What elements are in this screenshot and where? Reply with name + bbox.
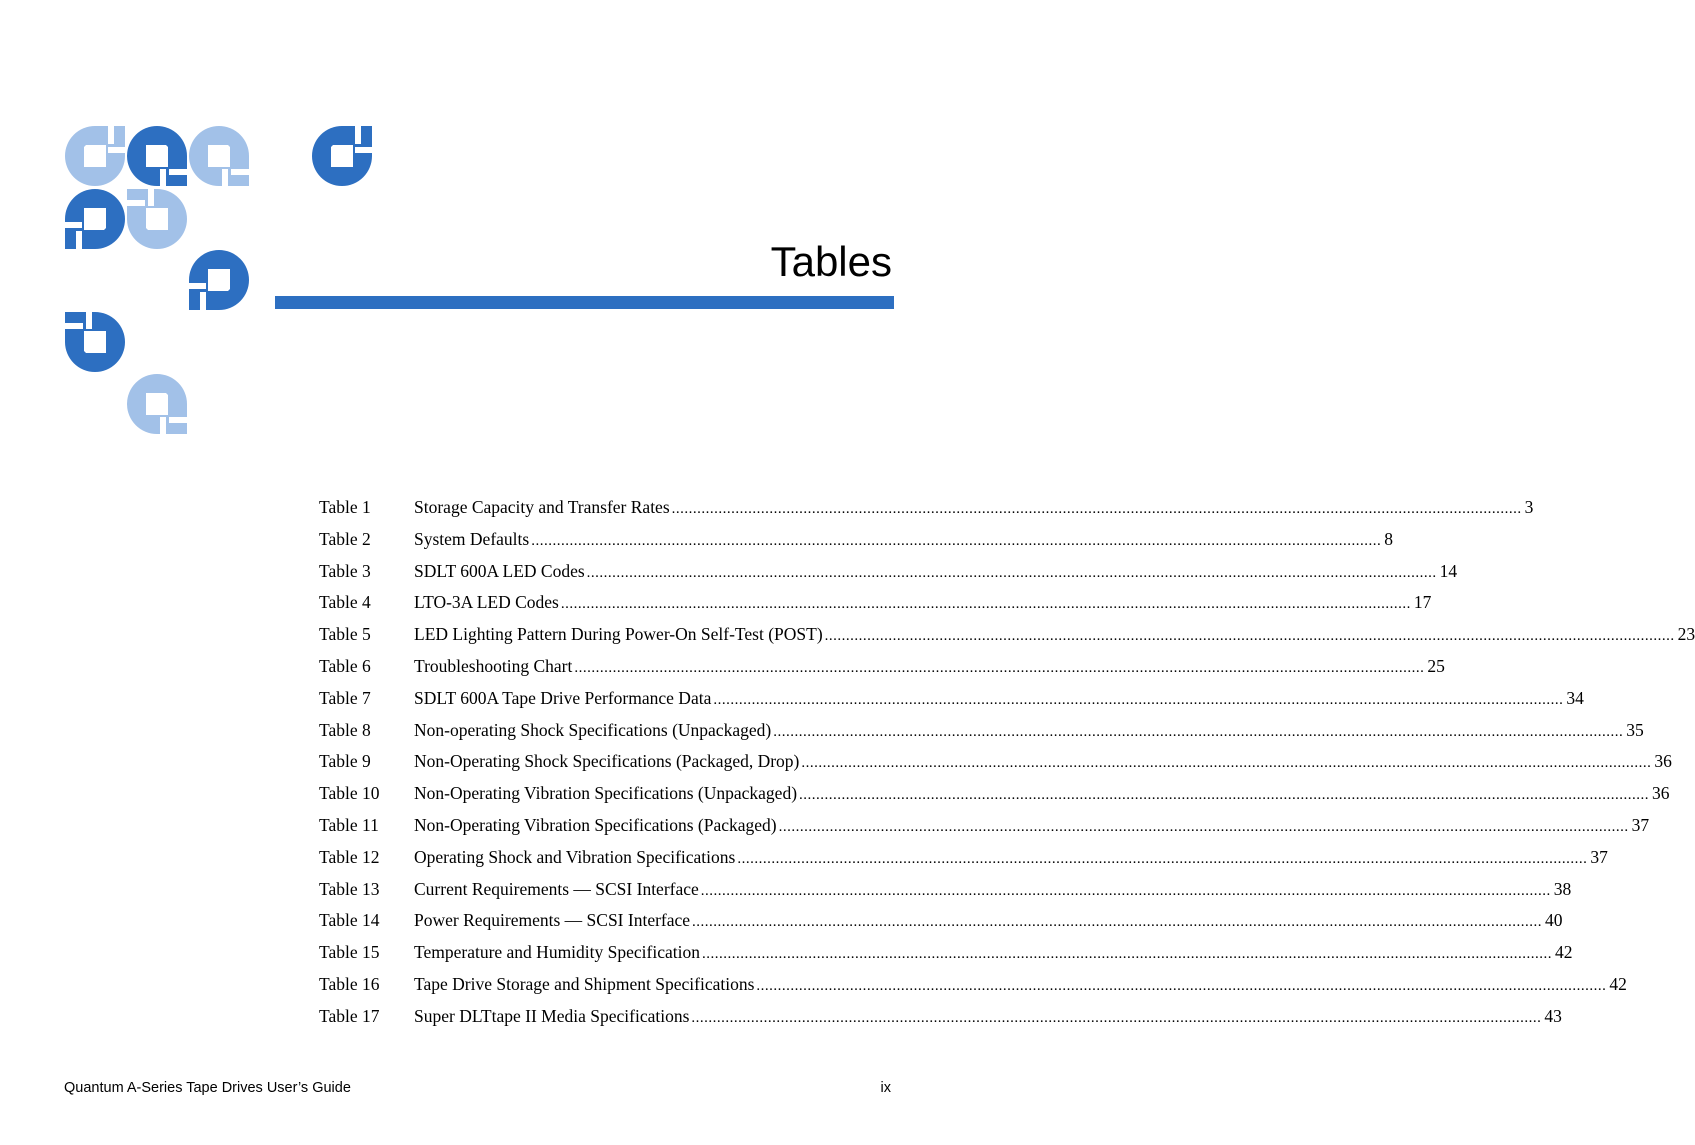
toc-entry[interactable] — [319, 528, 1393, 561]
toc-entry-page: 35 — [1626, 719, 1644, 740]
toc-entry-page: 37 — [1631, 814, 1650, 835]
toc-entry-label: Table 7 — [319, 687, 371, 708]
toc-entry-page: 36 — [1654, 751, 1672, 772]
toc-entry-label: Table 16 — [319, 973, 380, 994]
toc-dot-leader: ........................................................................................................................................................................................................ — [691, 1009, 1542, 1026]
quantum-logo-icon — [188, 125, 250, 187]
toc-entry-title: Non-Operating Shock Specifications (Packaged, Drop) — [414, 751, 800, 772]
toc-dot-leader: ........................................................................................................................................................................................................ — [586, 564, 1437, 581]
toc-entry-label: Table 3 — [319, 560, 371, 581]
toc-entry-title: Tape Drive Storage and Shipment Specifications — [414, 973, 755, 994]
toc-entry-page: 3 — [1524, 497, 1534, 517]
toc-entry[interactable] — [319, 1005, 1562, 1038]
toc-entry-label: Table 12 — [319, 846, 380, 867]
toc-entry[interactable] — [319, 624, 1695, 656]
toc-dot-leader: ........................................................................................................................................................................................................ — [773, 723, 1624, 740]
logo-mark-1-light — [64, 125, 126, 187]
toc-dot-leader: ........................................................................................................................................................................................................ — [713, 691, 1564, 708]
toc-entry-title: Troubleshooting Chart — [414, 655, 573, 676]
toc-entry[interactable] — [319, 497, 1534, 529]
quantum-logo-icon — [64, 125, 126, 187]
toc-entry[interactable] — [319, 846, 1608, 879]
toc-dot-leader: ........................................................................................................................................................................................................ — [671, 501, 1522, 517]
toc-entry-page: 34 — [1566, 687, 1584, 708]
toc-dot-leader: ........................................................................................................................................................................................................ — [692, 914, 1543, 931]
table-of-tables — [319, 497, 1695, 1038]
toc-dot-leader: ........................................................................................................................................................................................................ — [799, 787, 1650, 804]
toc-entry-label: Table 17 — [319, 1005, 380, 1026]
toc-entry-label: Table 14 — [319, 910, 380, 931]
toc-entry-page: 37 — [1590, 846, 1608, 867]
toc-entry-page: 38 — [1553, 878, 1572, 899]
toc-entry[interactable] — [319, 560, 1458, 593]
toc-entry-label: Table 11 — [319, 814, 379, 835]
toc-dot-leader: ........................................................................................................................................................................................................ — [778, 818, 1629, 835]
toc-entry-title: Super DLTtape II Media Specifications — [414, 1005, 690, 1026]
toc-entry[interactable] — [319, 783, 1670, 815]
quantum-logo-icon — [126, 188, 188, 250]
toc-entry[interactable] — [319, 687, 1584, 720]
toc-entry-label: Table 9 — [319, 751, 371, 772]
quantum-logo-icon — [64, 188, 126, 250]
footer-page-number: ix — [880, 1080, 891, 1096]
toc-entry-title: Non-operating Shock Specifications (Unpackaged) — [414, 719, 772, 740]
toc-entry-title: SDLT 600A Tape Drive Performance Data — [414, 687, 712, 708]
toc-entry-title: Non-Operating Vibration Specifications (Unpackaged) — [414, 783, 798, 804]
toc-dot-leader: ........................................................................................................................................................................................................ — [531, 532, 1382, 549]
toc-entry-title: Temperature and Humidity Specification — [414, 942, 700, 963]
logo-mark-6-light — [126, 188, 188, 250]
toc-entry-label: Table 5 — [319, 624, 371, 645]
toc-entry-title: Operating Shock and Vibration Specifications — [414, 846, 736, 867]
toc-entry-page: 14 — [1439, 560, 1458, 581]
toc-entry-label: Table 4 — [319, 592, 371, 613]
toc-dot-leader: ........................................................................................................................................................................................................ — [574, 659, 1425, 676]
toc-entry-title: LTO-3A LED Codes — [414, 592, 559, 613]
logo-mark-5-dark — [64, 188, 126, 250]
quantum-logo-icon — [64, 311, 126, 373]
toc-entry-page: 23 — [1677, 624, 1695, 645]
toc-entry-page: 8 — [1384, 528, 1393, 549]
quantum-logo-icon — [126, 373, 188, 435]
toc-entry-page: 36 — [1652, 783, 1670, 804]
title-rule — [275, 296, 894, 309]
toc-dot-leader: ........................................................................................................................................................................................................ — [801, 755, 1652, 772]
toc-entry-title: LED Lighting Pattern During Power-On Self-Test (POST) — [414, 624, 823, 645]
toc-entry[interactable] — [319, 878, 1572, 911]
toc-entry[interactable] — [319, 655, 1445, 688]
toc-entry-label: Table 8 — [319, 719, 371, 740]
toc-entry-title: SDLT 600A LED Codes — [414, 560, 585, 581]
logo-mark-2-dark — [126, 125, 188, 187]
toc-entry[interactable] — [319, 592, 1432, 624]
logo-mark-7-dark — [188, 249, 250, 311]
toc-entry[interactable] — [319, 973, 1627, 1006]
logo-mark-8-dark — [64, 311, 126, 373]
toc-entry-page: 25 — [1427, 655, 1445, 676]
toc-entry[interactable] — [319, 719, 1644, 752]
toc-entry-title: System Defaults — [414, 528, 530, 549]
toc-entry-page: 17 — [1413, 592, 1432, 613]
toc-entry[interactable] — [319, 910, 1563, 942]
toc-entry-label: Table 15 — [319, 942, 380, 963]
logo-mark-3-light — [188, 125, 250, 187]
toc-entry-page: 43 — [1544, 1005, 1562, 1026]
toc-entry-page: 40 — [1545, 910, 1563, 931]
toc-entry-title: Non-Operating Vibration Specifications (Packaged) — [414, 814, 777, 835]
toc-entry-page: 42 — [1609, 973, 1627, 994]
toc-entry[interactable] — [319, 814, 1650, 847]
toc-dot-leader: ........................................................................................................................................................................................................ — [701, 946, 1552, 963]
toc-entry-title: Power Requirements — SCSI Interface — [414, 910, 691, 931]
toc-entry-label: Table 10 — [319, 783, 380, 804]
quantum-logo-icon — [126, 125, 188, 187]
toc-dot-leader: ........................................................................................................................................................................................................ — [737, 850, 1588, 867]
logo-mark-4-dark — [311, 125, 373, 187]
toc-entry-label: Table 13 — [319, 878, 380, 899]
footer-doc-title: Quantum A-Series Tape Drives User’s Guide — [64, 1080, 351, 1096]
quantum-logo-icon — [188, 249, 250, 311]
quantum-logo-icon — [311, 125, 373, 187]
toc-entry-title: Storage Capacity and Transfer Rates — [414, 497, 670, 517]
page-title: Tables — [770, 238, 892, 285]
toc-dot-leader: ........................................................................................................................................................................................................ — [756, 977, 1607, 994]
toc-entry[interactable] — [319, 751, 1672, 783]
toc-entry-page: 42 — [1554, 942, 1573, 963]
toc-entry-label: Table 2 — [319, 528, 371, 549]
toc-entry-label: Table 6 — [319, 655, 371, 676]
toc-entry-label: Table 1 — [319, 497, 371, 517]
toc-dot-leader: ........................................................................................................................................................................................................ — [700, 882, 1551, 899]
logo-mark-9-light — [126, 373, 188, 435]
page-footer — [64, 1080, 891, 1096]
toc-dot-leader: ........................................................................................................................................................................................................ — [824, 628, 1675, 645]
toc-dot-leader: ........................................................................................................................................................................................................ — [560, 596, 1411, 613]
toc-entry-title: Current Requirements — SCSI Interface — [414, 878, 699, 899]
toc-entry[interactable] — [319, 942, 1573, 974]
